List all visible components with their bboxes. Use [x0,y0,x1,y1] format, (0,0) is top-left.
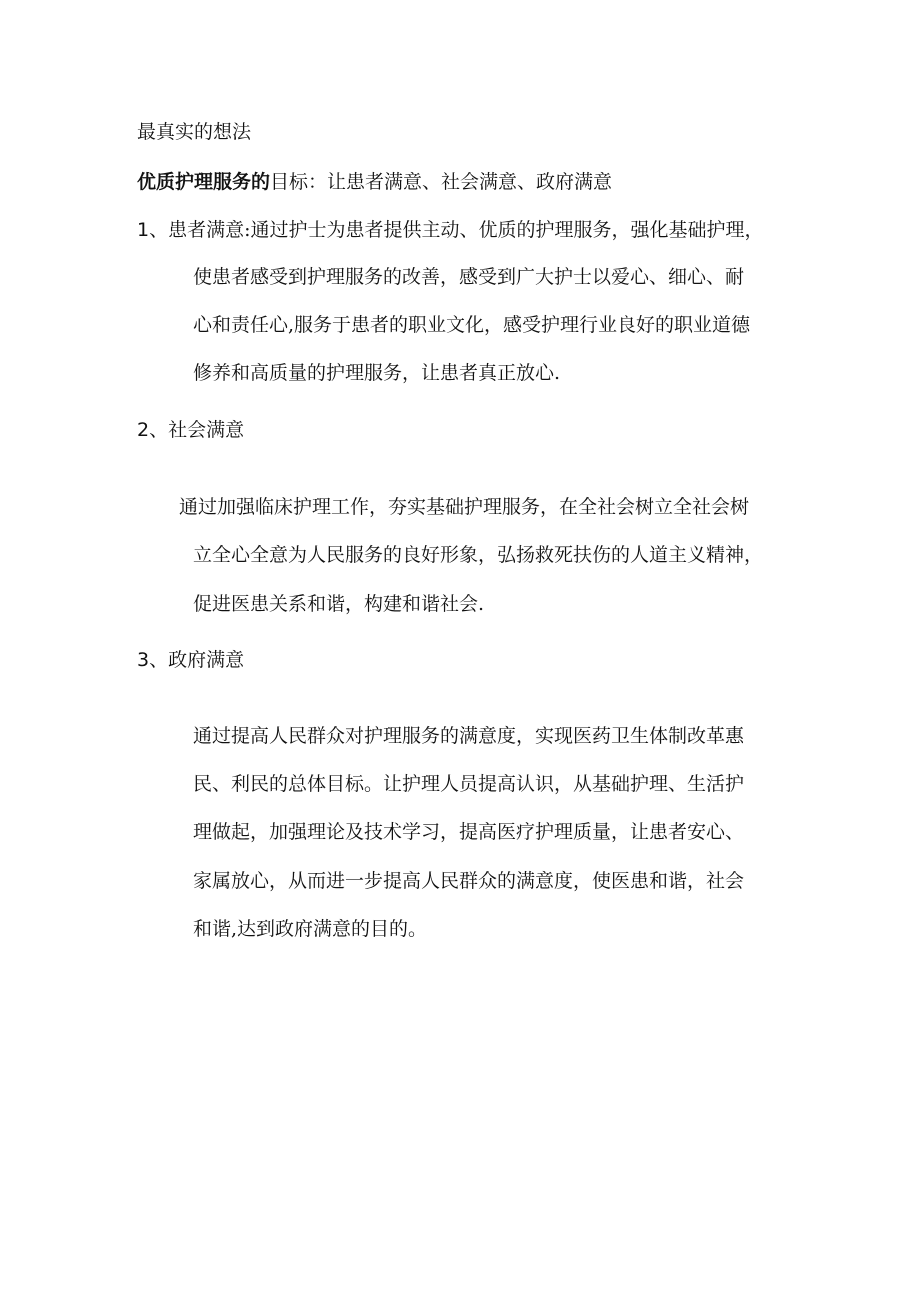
goal-line [137,170,612,194]
section1-line-1: 通过护士为患者提供主动、优质的护理服务，强化基础护理， [250,219,764,241]
section1-heading: 患者满意: [168,219,251,241]
section3-heading-line [137,648,244,672]
section3-line-5: 和谐,达到政府满意的目的。 [193,918,428,940]
section1-line-4: 修养和高质量的护理服务，让患者真正放心. [193,362,561,384]
goal-text: 目标：让患者满意、社会满意、政府满意 [270,171,613,193]
section2-line-3: 促进医患关系和谐，构建和谐社会. [193,593,485,615]
section1-first-line [137,218,764,242]
section2-line-2: 立全心全意为人民服务的良好形象，弘扬救死扶伤的人道主义精神， [193,544,764,566]
goal-label: 优质护理服务的 [137,171,271,193]
section1-number: 1、 [137,219,169,241]
document-title: 最真实的想法 [137,121,252,143]
section2-heading-line [137,418,244,442]
section3-heading: 政府满意 [168,649,245,671]
section2-number: 2、 [137,419,169,441]
section3-line-2: 民、利民的总体目标。让护理人员提高认识，从基础护理、生活护 [193,773,745,795]
section3-number: 3、 [137,649,169,671]
section3-line-1: 通过提高人民群众对护理服务的满意度，实现医药卫生体制改革惠 [193,725,745,747]
section3-line-3: 理做起，加强理论及技术学习，提高医疗护理质量，让患者安心、 [193,821,745,843]
section2-heading: 社会满意 [168,419,245,441]
section1-line-2: 使患者感受到护理服务的改善，感受到广大护士以爱心、细心、耐 [193,266,745,288]
section2-line-1: 通过加强临床护理工作，夯实基础护理服务，在全社会树立全社会树 [179,496,750,518]
section1-line-3: 心和责任心,服务于患者的职业文化，感受护理行业良好的职业道德 [193,314,751,336]
section3-line-4: 家属放心，从而进一步提高人民群众的满意度，使医患和谐，社会 [193,870,745,892]
